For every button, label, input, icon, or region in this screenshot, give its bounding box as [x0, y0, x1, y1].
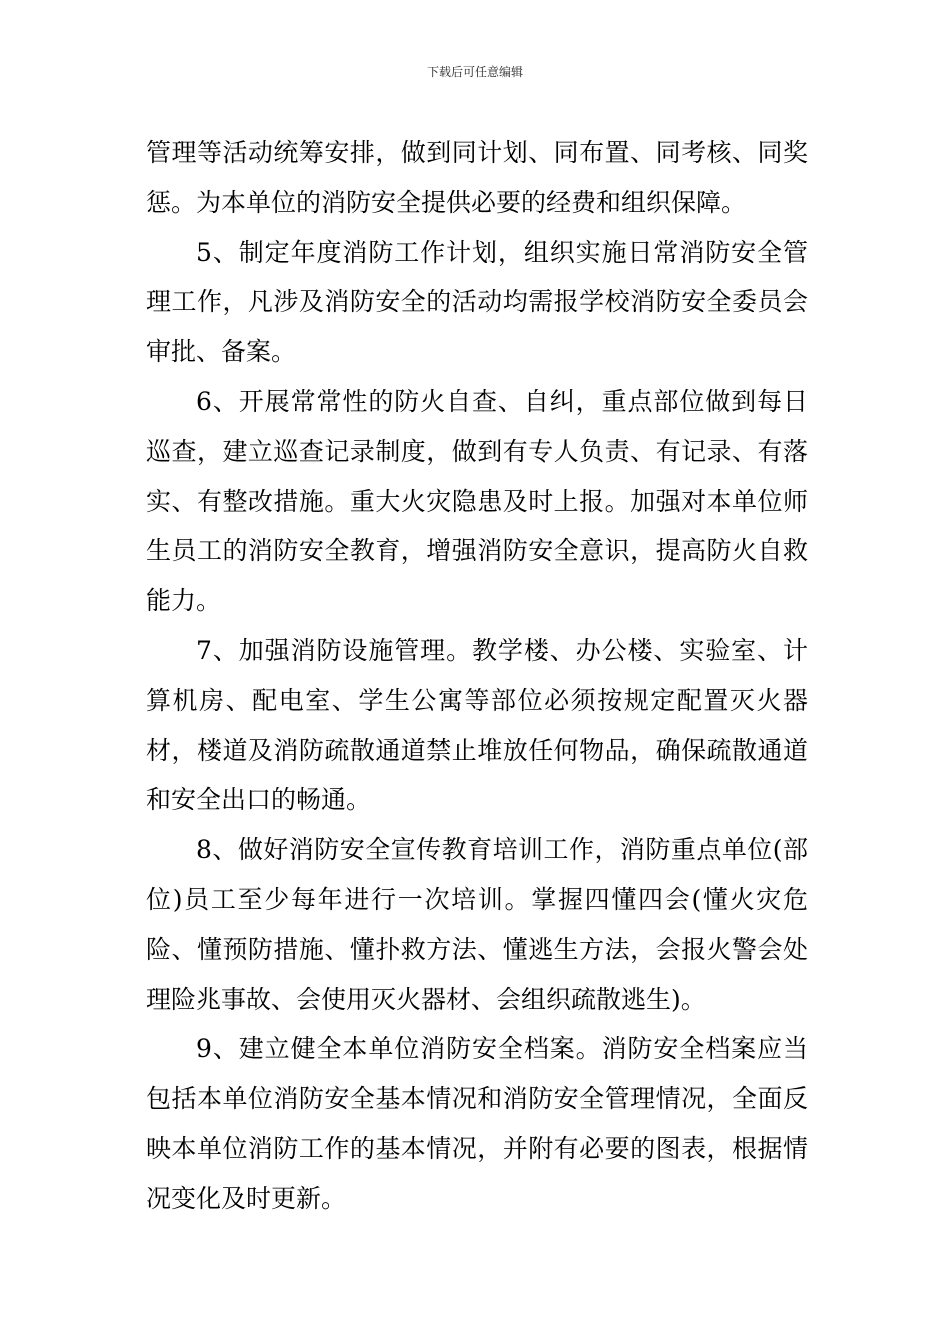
paragraph-item-9: 9、建立健全本单位消防安全档案。消防安全档案应当包括本单位消防安全基本情况和消防安全管理情况，全面反映本单位消防工作的基本情况，并附有必要的图表，根据情况变化及时更新。	[146, 1034, 808, 1213]
paragraph-continuation: 管理等活动统筹安排，做到同计划、同布置、同考核、同奖惩。为本单位的消防安全提供必要的经费和组织保障。	[146, 138, 808, 217]
paragraph-item-6: 6、开展常常性的防火自查、自纠，重点部位做到每日巡查，建立巡查记录制度，做到有专人负责、有记录、有落实、有整改措施。重大火灾隐患及时上报。加强对本单位师生员工的消防安全教育，增强消防安全意识，提高防火自救能力。	[146, 386, 808, 616]
paragraph-item-8: 8、做好消防安全宣传教育培训工作，消防重点单位(部位)员工至少每年进行一次培训。掌握四懂四会(懂火灾危险、懂预防措施、懂扑救方法、懂逃生方法，会报火警会处理险兆事故、会使用灭火器材、会组织疏散逃生)。	[146, 835, 808, 1014]
paragraph-item-7: 7、加强消防设施管理。教学楼、办公楼、实验室、计算机房、配电室、学生公寓等部位必须按规定配置灭火器材，楼道及消防疏散通道禁止堆放任何物品，确保疏散通道和安全出口的畅通。	[146, 635, 808, 815]
document-body	[146, 128, 808, 1224]
page-header: 下载后可任意编辑	[426, 65, 523, 79]
paragraph-item-5: 5、制定年度消防工作计划，组织实施日常消防安全管理工作，凡涉及消防安全的活动均需报学校消防安全委员会审批、备案。	[146, 237, 808, 367]
